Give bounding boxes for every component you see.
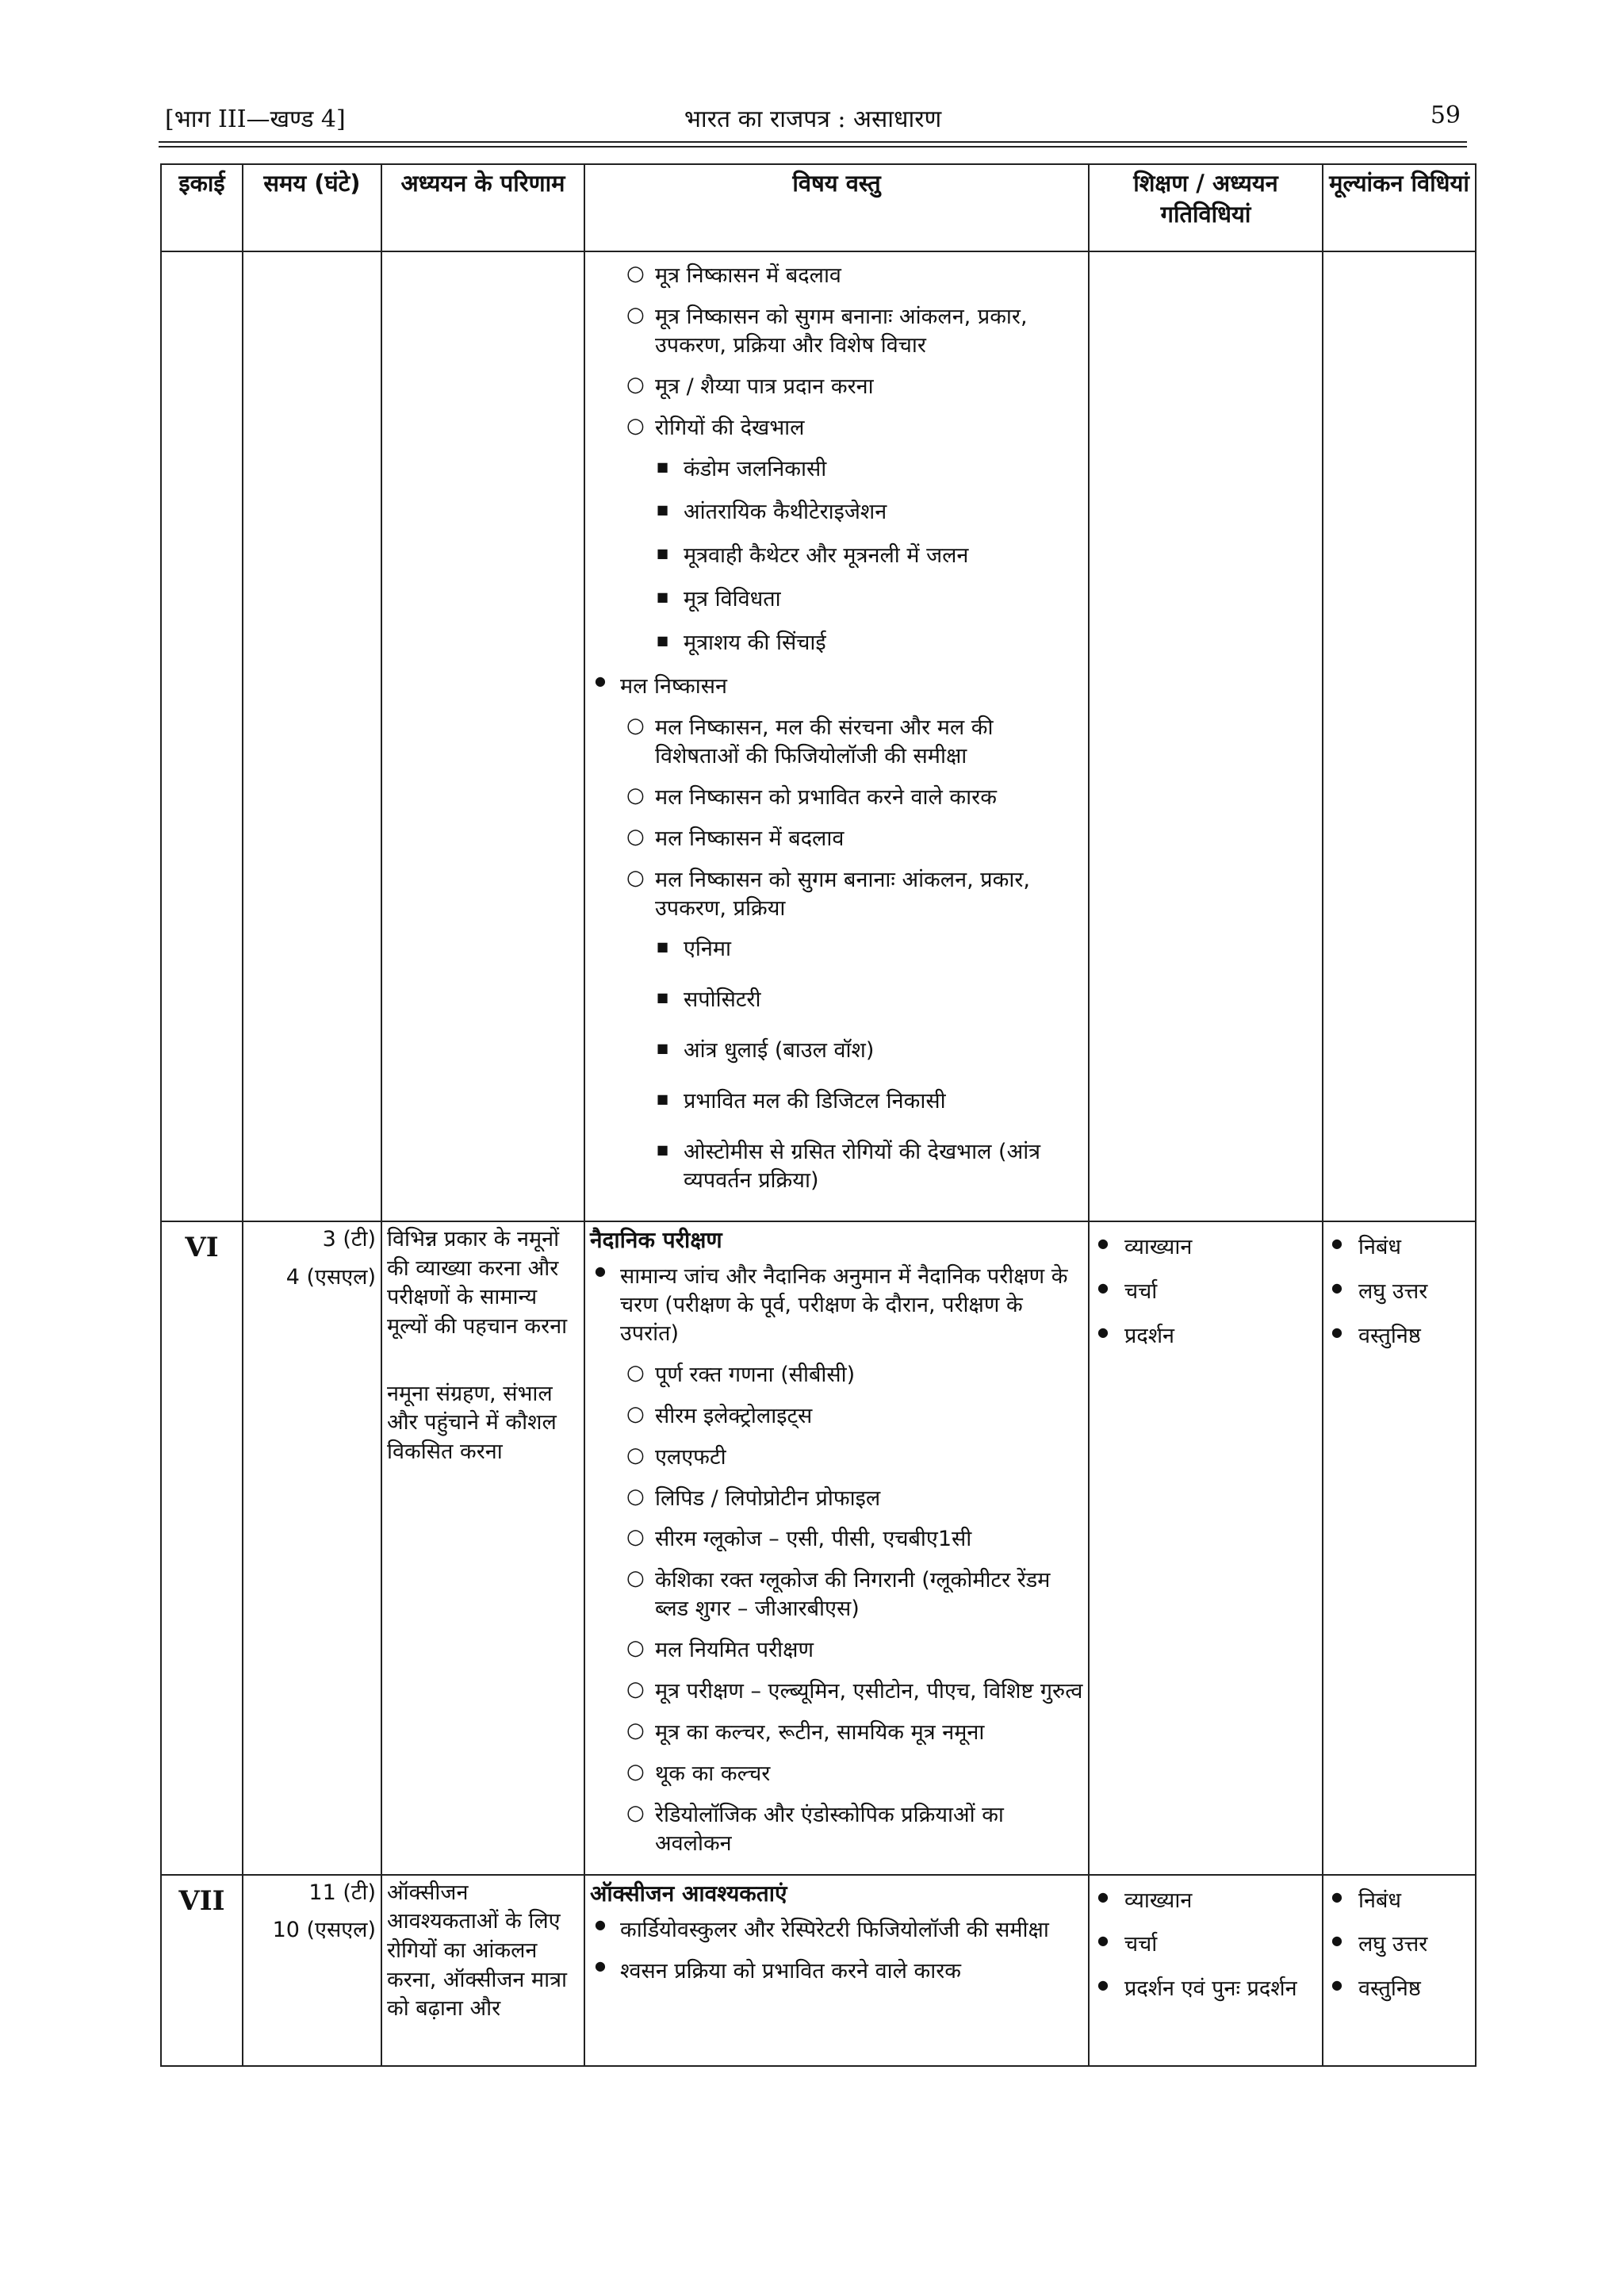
list-item: ○ केशिका रक्त ग्लूकोज की निगरानी (ग्लूकोमीटर रेंडम ब्लड शुगर – जीआरबीएस) xyxy=(590,1566,1083,1623)
column-header-unit: इकाई xyxy=(161,164,243,251)
list-item: ● प्रदर्शन xyxy=(1094,1322,1317,1351)
list-item: ● मल निष्कासन xyxy=(590,673,1083,701)
list-item: ○ सीरम ग्लूकोज – एसी, पीसी, एचबीए1सी xyxy=(590,1525,1083,1554)
time-value: 11 (टी) xyxy=(308,1880,376,1905)
list-item: ○ रेडियोलॉजिक और एंडोस्कोपिक प्रक्रियाओं का अवलोकन xyxy=(590,1801,1083,1858)
content-cell xyxy=(584,1221,1089,1875)
list-item: ○ थूक का कल्चर xyxy=(590,1760,1083,1788)
list-item: ○ पूर्ण रक्त गणना (सीबीसी) xyxy=(590,1361,1083,1389)
unit-cell: VII xyxy=(161,1875,243,2067)
outcomes-cell xyxy=(381,251,584,1221)
column-header-activities: शिक्षण / अध्ययन गतिविधियां xyxy=(1089,164,1323,251)
list-item: ● प्रदर्शन एवं पुनः प्रदर्शन xyxy=(1094,1975,1317,2003)
table-row xyxy=(161,251,1476,1221)
page-number: 59 xyxy=(1430,102,1461,129)
list-item: ● लघु उत्तर xyxy=(1328,1278,1470,1306)
list-item: ○ मल निष्कासन को प्रभावित करने वाले कारक xyxy=(590,784,1083,812)
syllabus-table xyxy=(160,163,1477,2067)
list-item: ■ मूत्र विविधता xyxy=(590,585,1083,614)
list-item: ● चर्चा xyxy=(1094,1930,1317,1959)
evaluation-cell xyxy=(1323,251,1476,1221)
list-item: ■ मूत्रवाही कैथेटर और मूत्रनली में जलन xyxy=(590,542,1083,570)
table-header-row xyxy=(161,164,1476,251)
content-list xyxy=(590,262,1083,1195)
activities-list xyxy=(1094,1233,1317,1351)
list-item: ○ सीरम इलेक्ट्रोलाइट्स xyxy=(590,1402,1083,1431)
content-cell xyxy=(584,251,1089,1221)
list-item: ● निबंध xyxy=(1328,1887,1470,1915)
activities-cell xyxy=(1089,251,1323,1221)
list-item: ● निबंध xyxy=(1328,1233,1470,1262)
header-gazette-title: भारत का राजपत्र : असाधारण xyxy=(684,105,942,133)
column-header-time: समय (घंटे) xyxy=(243,164,381,251)
time-value: 4 (एसएल) xyxy=(285,1264,376,1290)
list-item: ○ एलएफटी xyxy=(590,1443,1083,1472)
header-part-section: [भाग III—खण्ड 4] xyxy=(165,105,346,133)
column-header-evaluation: मूल्यांकन विधियां xyxy=(1323,164,1476,251)
list-item: ● वस्तुनिष्ठ xyxy=(1328,1975,1470,2003)
list-item: ■ आंतरायिक कैथीटेराइजेशन xyxy=(590,498,1083,527)
evaluation-cell xyxy=(1323,1221,1476,1875)
evaluation-list xyxy=(1328,1233,1470,1351)
list-item: ○ मूत्र निष्कासन को सुगम बनानाः आंकलन, प्रकार, उपकरण, प्रक्रिया और विशेष विचार xyxy=(590,303,1083,360)
content-list xyxy=(590,1916,1083,1986)
list-item: ● व्याख्यान xyxy=(1094,1887,1317,1915)
list-item: ● व्याख्यान xyxy=(1094,1233,1317,1262)
list-item: ○ मल निष्कासन को सुगम बनानाः आंकलन, प्रकार, उपकरण, प्रक्रिया xyxy=(590,866,1083,923)
list-item: ● कार्डियोवस्कुलर और रेस्पिरेटरी फिजियोलॉजी की समीक्षा xyxy=(590,1916,1083,1945)
list-item: ○ मूत्र निष्कासन में बदलाव xyxy=(590,262,1083,290)
activities-list xyxy=(1094,1887,1317,2004)
section-title: नैदानिक परीक्षण xyxy=(590,1226,722,1253)
list-item: ○ मल निष्कासन में बदलाव xyxy=(590,825,1083,853)
header-rule-bottom xyxy=(159,146,1467,148)
column-header-content: विषय वस्तु xyxy=(584,164,1089,251)
column-header-outcomes: अध्ययन के परिणाम xyxy=(381,164,584,251)
activities-cell xyxy=(1089,1875,1323,2067)
evaluation-cell xyxy=(1323,1875,1476,2067)
list-item: ■ आंत्र धुलाई (बाउल वॉश) xyxy=(590,1037,1083,1065)
time-value: 10 (एसएल) xyxy=(272,1918,376,1943)
table-row xyxy=(161,1221,1476,1875)
outcome-text: नमूना संग्रहण, संभाल और पहुंचाने में कौशल विकसित करना xyxy=(387,1381,557,1465)
table-row xyxy=(161,1875,1476,2067)
list-item: ● चर्चा xyxy=(1094,1278,1317,1306)
list-item: ○ लिपिड / लिपोप्रोटीन प्रोफाइल xyxy=(590,1485,1083,1513)
content-list xyxy=(590,1263,1083,1858)
list-item: ■ मूत्राशय की सिंचाई xyxy=(590,629,1083,657)
list-item: ■ कंडोम जलनिकासी xyxy=(590,455,1083,484)
section-title: ऑक्सीजन आवश्यकताएं xyxy=(590,1880,787,1907)
list-item: ■ सपोसिटरी xyxy=(590,986,1083,1014)
outcome-text: ऑक्सीजन आवश्यकताओं के लिए रोगियों का आंकलन करना, ऑक्सीजन मात्रा को बढ़ाना और xyxy=(387,1880,567,2022)
list-item: ● श्वसन प्रक्रिया को प्रभावित करने वाले कारक xyxy=(590,1957,1083,1986)
list-item: ● लघु उत्तर xyxy=(1328,1930,1470,1959)
list-item: ○ मूत्र का कल्चर, रूटीन, सामयिक मूत्र नमूना xyxy=(590,1719,1083,1747)
activities-cell xyxy=(1089,1221,1323,1875)
header-rule-top xyxy=(159,141,1467,143)
list-item: ○ मूत्र / शैय्या पात्र प्रदान करना xyxy=(590,373,1083,401)
list-item: ● सामान्य जांच और नैदानिक अनुमान में नैदानिक परीक्षण के चरण (परीक्षण के पूर्व, परीक्षण के दौरान, परीक्षण के उपरांत) xyxy=(590,1263,1083,1348)
unit-cell xyxy=(161,251,243,1221)
list-item: ○ मल नियमित परीक्षण xyxy=(590,1636,1083,1665)
list-item: ● वस्तुनिष्ठ xyxy=(1328,1322,1470,1351)
evaluation-list xyxy=(1328,1887,1470,2004)
list-item: ■ एनिमा xyxy=(590,935,1083,964)
time-cell xyxy=(243,1221,381,1875)
time-cell xyxy=(243,251,381,1221)
list-item: ■ प्रभावित मल की डिजिटल निकासी xyxy=(590,1087,1083,1116)
list-item: ■ ओस्टोमीस से ग्रसित रोगियों की देखभाल (आंत्र व्यपवर्तन प्रक्रिया) xyxy=(590,1138,1083,1195)
page-header xyxy=(160,102,1465,136)
content-cell xyxy=(584,1875,1089,2067)
outcomes-cell xyxy=(381,1221,584,1875)
unit-cell: VI xyxy=(161,1221,243,1875)
list-item: ○ रोगियों की देखभाल xyxy=(590,414,1083,443)
list-item: ○ मल निष्कासन, मल की संरचना और मल की विशेषताओं की फिजियोलॉजी की समीक्षा xyxy=(590,714,1083,771)
outcomes-cell xyxy=(381,1875,584,2067)
time-value: 3 (टी) xyxy=(322,1226,376,1251)
list-item: ○ मूत्र परीक्षण – एल्ब्यूमिन, एसीटोन, पीएच, विशिष्ट गुरुत्व xyxy=(590,1677,1083,1706)
outcome-text: विभिन्न प्रकार के नमूनों की व्याख्या करना और परीक्षणों के सामान्य मूल्यों की पहचान करना xyxy=(387,1226,568,1339)
time-cell xyxy=(243,1875,381,2067)
